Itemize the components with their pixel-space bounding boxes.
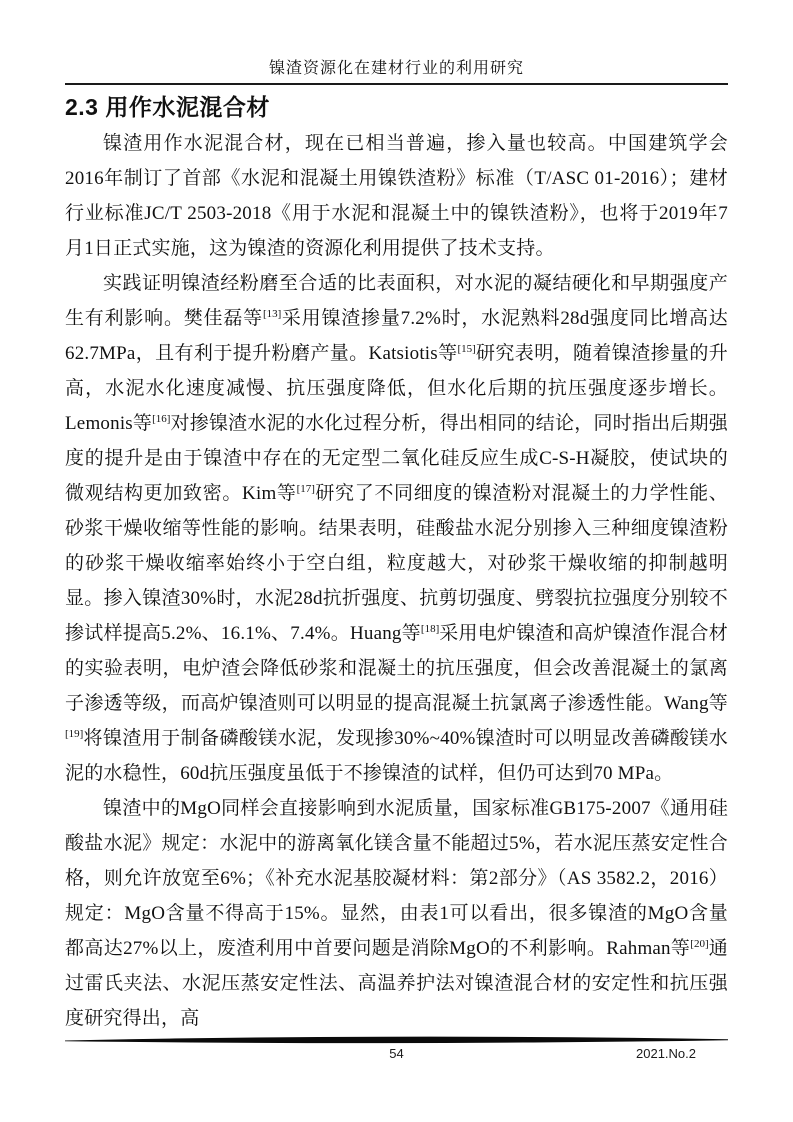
citation-ref: [16] (152, 413, 171, 425)
citation-ref: [17] (296, 483, 315, 495)
paragraph: 镍渣中的MgO同样会直接影响到水泥质量，国家标准GB175-2007《通用硅酸盐水泥》规定：水泥中的游离氧化镁含量不能超过5%，若水泥压蒸安定性合格，则允许放宽至6%；《补充水泥基胶凝材料：第2部分》（AS 3582.2，2016）规定：MgO含量不得高于15%。显然，由表1可以看出，很多镍渣的MgO含量都高达27%以上，废渣利用中首要问题是消除MgO的不利影响。Rahman等[20]通过雷氏夹法、水泥压蒸安定性法、高温养护法对镍渣混合材的安定性和抗压强度研究得出，高 (65, 798, 728, 1029)
footer-divider-bar (65, 1035, 728, 1046)
section-heading: 2.3 用作水泥混合材 (65, 94, 270, 120)
body-text (65, 126, 728, 1036)
page-number: 54 (389, 1046, 404, 1061)
citation-ref: [18] (420, 623, 440, 635)
citation-ref: [15] (457, 343, 476, 355)
citation-ref: [20] (690, 938, 709, 950)
running-head-title: 镍渣资源化在建材行业的利用研究 (268, 60, 524, 77)
issue-label: 2021.No.2 (636, 1046, 696, 1061)
page-footer (65, 1035, 728, 1064)
citation-ref: [13] (262, 308, 282, 320)
running-head (65, 0, 728, 85)
paragraph: 镍渣用作水泥混合材，现在已相当普遍，掺入量也较高。中国建筑学会2016年制订了首部《水泥和混凝土用镍铁渣粉》标准（T/ASC 01-2016）；建材行业标准JC/T 2503-2018《用于水泥和混凝土中的镍铁渣粉》，也将于2019年7月1日正式实施，这为镍渣的资源化利用提供了技术支持。 (65, 133, 728, 259)
page-content (65, 0, 728, 1036)
footer-row (65, 1046, 728, 1064)
paragraph: 实践证明镍渣经粉磨至合适的比表面积，对水泥的凝结硬化和早期强度产生有利影响。樊佳磊等[13]采用镍渣掺量7.2%时，水泥熟料28d强度同比增高达62.7MPa，且有利于提升粉磨产量。Katsiotis等[15]研究表明，随着镍渣掺量的升高，水泥水化速度减慢、抗压强度降低，但水化后期的抗压强度逐步增长。Lemonis等[16]对掺镍渣水泥的水化过程分析，得出相同的结论，同时指出后期强度的提升是由于镍渣中存在的无定型二氧化硅反应生成C-S-H凝胶，使试块的微观结构更加致密。Kim等[17]研究了不同细度的镍渣粉对混凝土的力学性能、砂浆干燥收缩等性能的影响。结果表明，硅酸盐水泥分别掺入三种细度镍渣粉的砂浆干燥收缩率始终小于空白组，粒度越大，对砂浆干燥收缩的抑制越明显。掺入镍渣30%时，水泥28d抗折强度、抗剪切强度、劈裂抗拉强度分别较不掺试样提高5.2%、16.1%、7.4%。Huang等[18]采用电炉镍渣和高炉镍渣作混合材的实验表明，电炉渣会降低砂浆和混凝土的抗压强度，但会改善混凝土的氯离子渗透等级，而高炉镍渣则可以明显的提高混凝土抗氯离子渗透性能。Wang等[19]将镍渣用于制备磷酸镁水泥，发现掺30%~40%镍渣时可以明显改善磷酸镁水泥的水稳性，60d抗压强度虽低于不掺镍渣的试样，但仍可达到70 MPa。 (65, 273, 728, 784)
citation-ref: [19] (65, 728, 84, 740)
